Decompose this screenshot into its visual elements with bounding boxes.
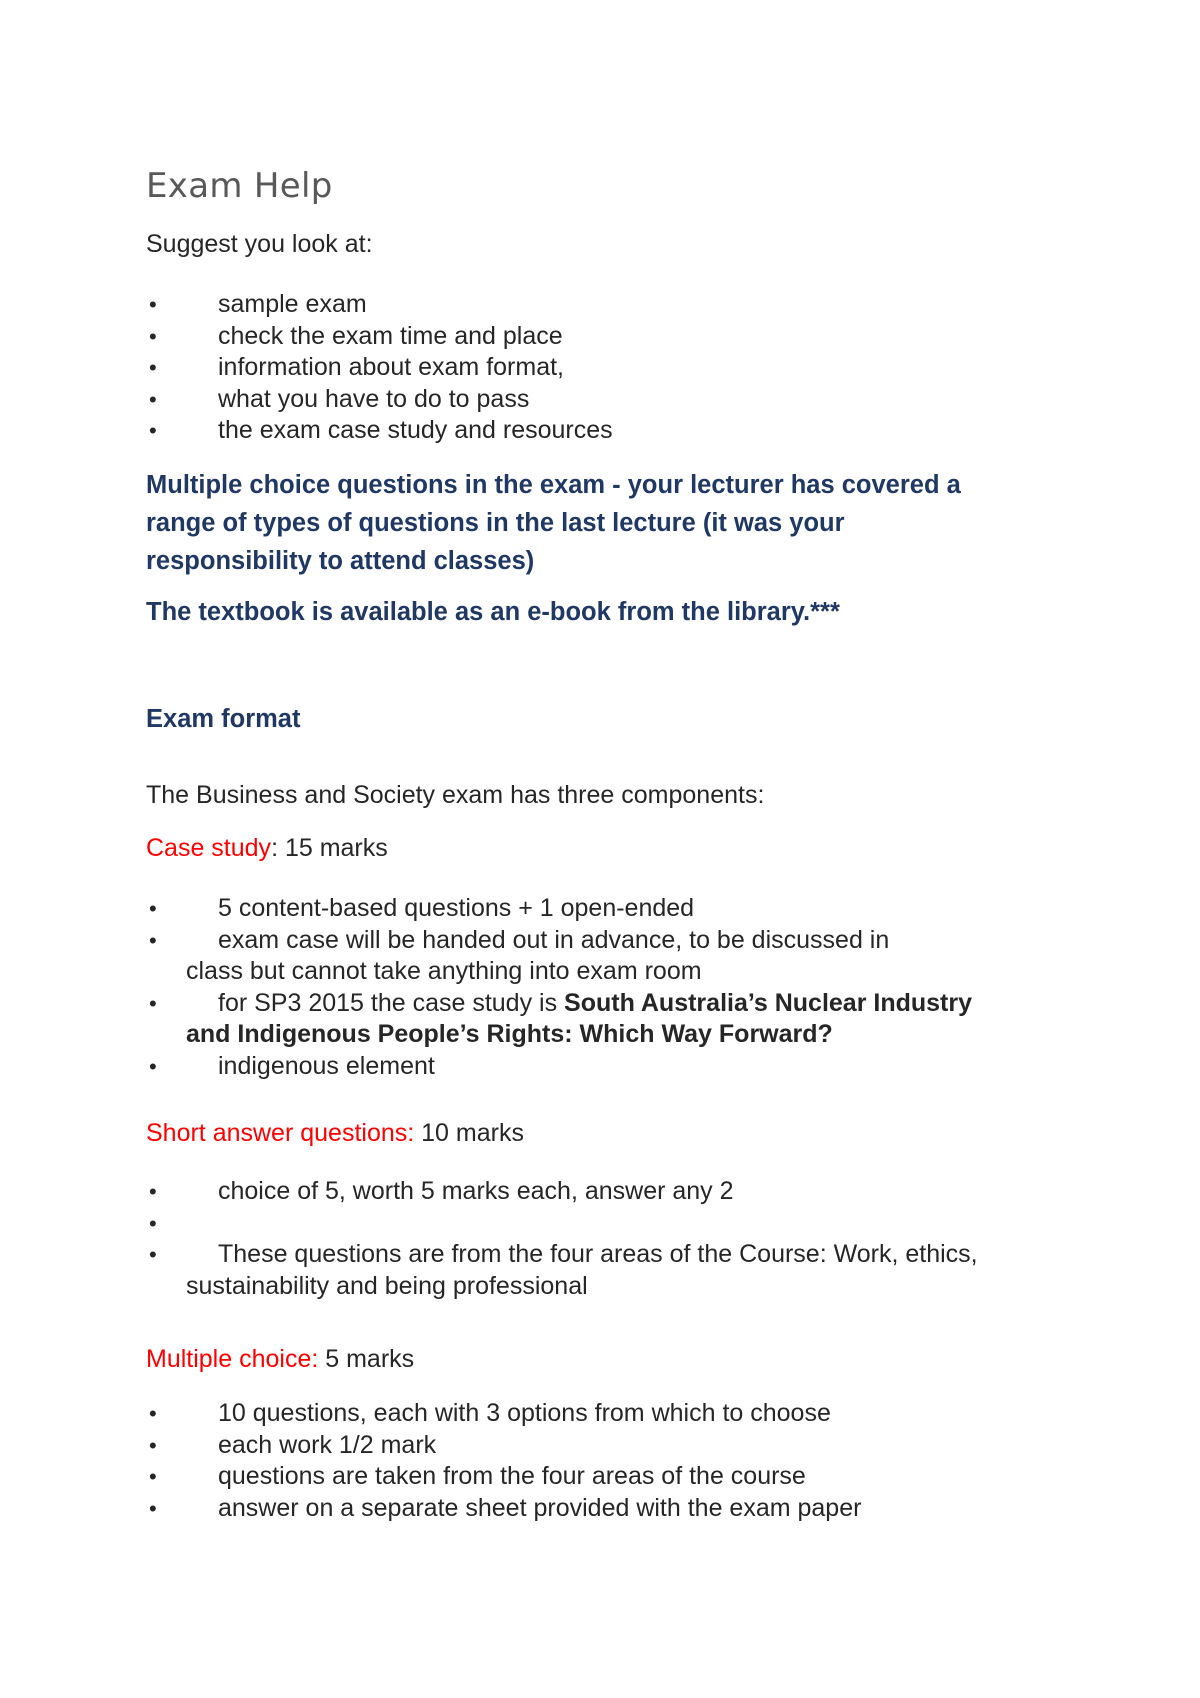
list-item: • indigenous element: [146, 1051, 972, 1083]
list-item: [146, 925, 972, 988]
list-item: • the exam case study and resources: [146, 415, 613, 447]
list-item: • 10 questions, each with 3 options from which to choose: [146, 1398, 861, 1430]
exam-format-heading: Exam format: [146, 705, 301, 733]
note-line: range of types of questions in the last lecture (it was your: [146, 509, 845, 537]
item-line: sustainability and being professional: [186, 1271, 588, 1300]
item-line: exam case will be handed out in advance, to be discussed in: [218, 925, 890, 954]
list-item: • 5 content-based questions + 1 open-ended: [146, 893, 972, 925]
list-item: • information about exam format,: [146, 352, 613, 384]
list-item: • each work 1/2 mark: [146, 1430, 861, 1462]
page-title: Exam Help: [146, 166, 333, 206]
case-study-heading: [146, 832, 388, 864]
case-study-title: and Indigenous People’s Rights: Which Way Forward?: [186, 1020, 833, 1048]
item-line: These questions are from the four areas of the Course: Work, ethics,: [218, 1240, 978, 1268]
case-study-label: Case study: [146, 834, 272, 862]
short-answer-marks: 10 marks: [414, 1119, 524, 1147]
multiple-choice-heading: [146, 1343, 414, 1375]
list-item: • answer on a separate sheet provided with the exam paper: [146, 1493, 861, 1525]
multiple-choice-marks: 5 marks: [318, 1345, 415, 1373]
item-text: for SP3 2015 the case study is: [218, 988, 565, 1017]
ebook-note: The textbook is available as an e-book from the library.***: [146, 598, 840, 626]
list-item: • check the exam time and place: [146, 321, 613, 353]
short-answer-list: [146, 1176, 978, 1302]
list-item: [146, 988, 972, 1051]
item-line: class but cannot take anything into exam room: [186, 957, 702, 985]
short-answer-label: Short answer questions:: [146, 1119, 415, 1147]
multiple-choice-note: [146, 466, 961, 580]
list-item: • what you have to do to pass: [146, 384, 613, 416]
list-item: • sample exam: [146, 289, 613, 321]
intro-text: Suggest you look at:: [146, 230, 373, 258]
short-answer-heading: [146, 1117, 524, 1149]
multiple-choice-list: [146, 1398, 861, 1524]
components-intro: The Business and Society exam has three components:: [146, 781, 765, 809]
list-item: • questions are taken from the four areas of the course: [146, 1461, 861, 1493]
note-line: responsibility to attend classes): [146, 547, 535, 575]
list-item: [146, 1208, 978, 1240]
look-at-list: [146, 289, 613, 447]
case-study-title: South Australia’s Nuclear Industry: [564, 988, 973, 1017]
case-study-marks: : 15 marks: [271, 834, 388, 862]
list-item: • choice of 5, worth 5 marks each, answer any 2: [146, 1176, 978, 1208]
list-item: [146, 1239, 978, 1302]
note-line: Multiple choice questions in the exam - your lecturer has covered a: [146, 471, 961, 499]
case-study-list: [146, 893, 972, 1082]
multiple-choice-label: Multiple choice:: [146, 1345, 319, 1373]
